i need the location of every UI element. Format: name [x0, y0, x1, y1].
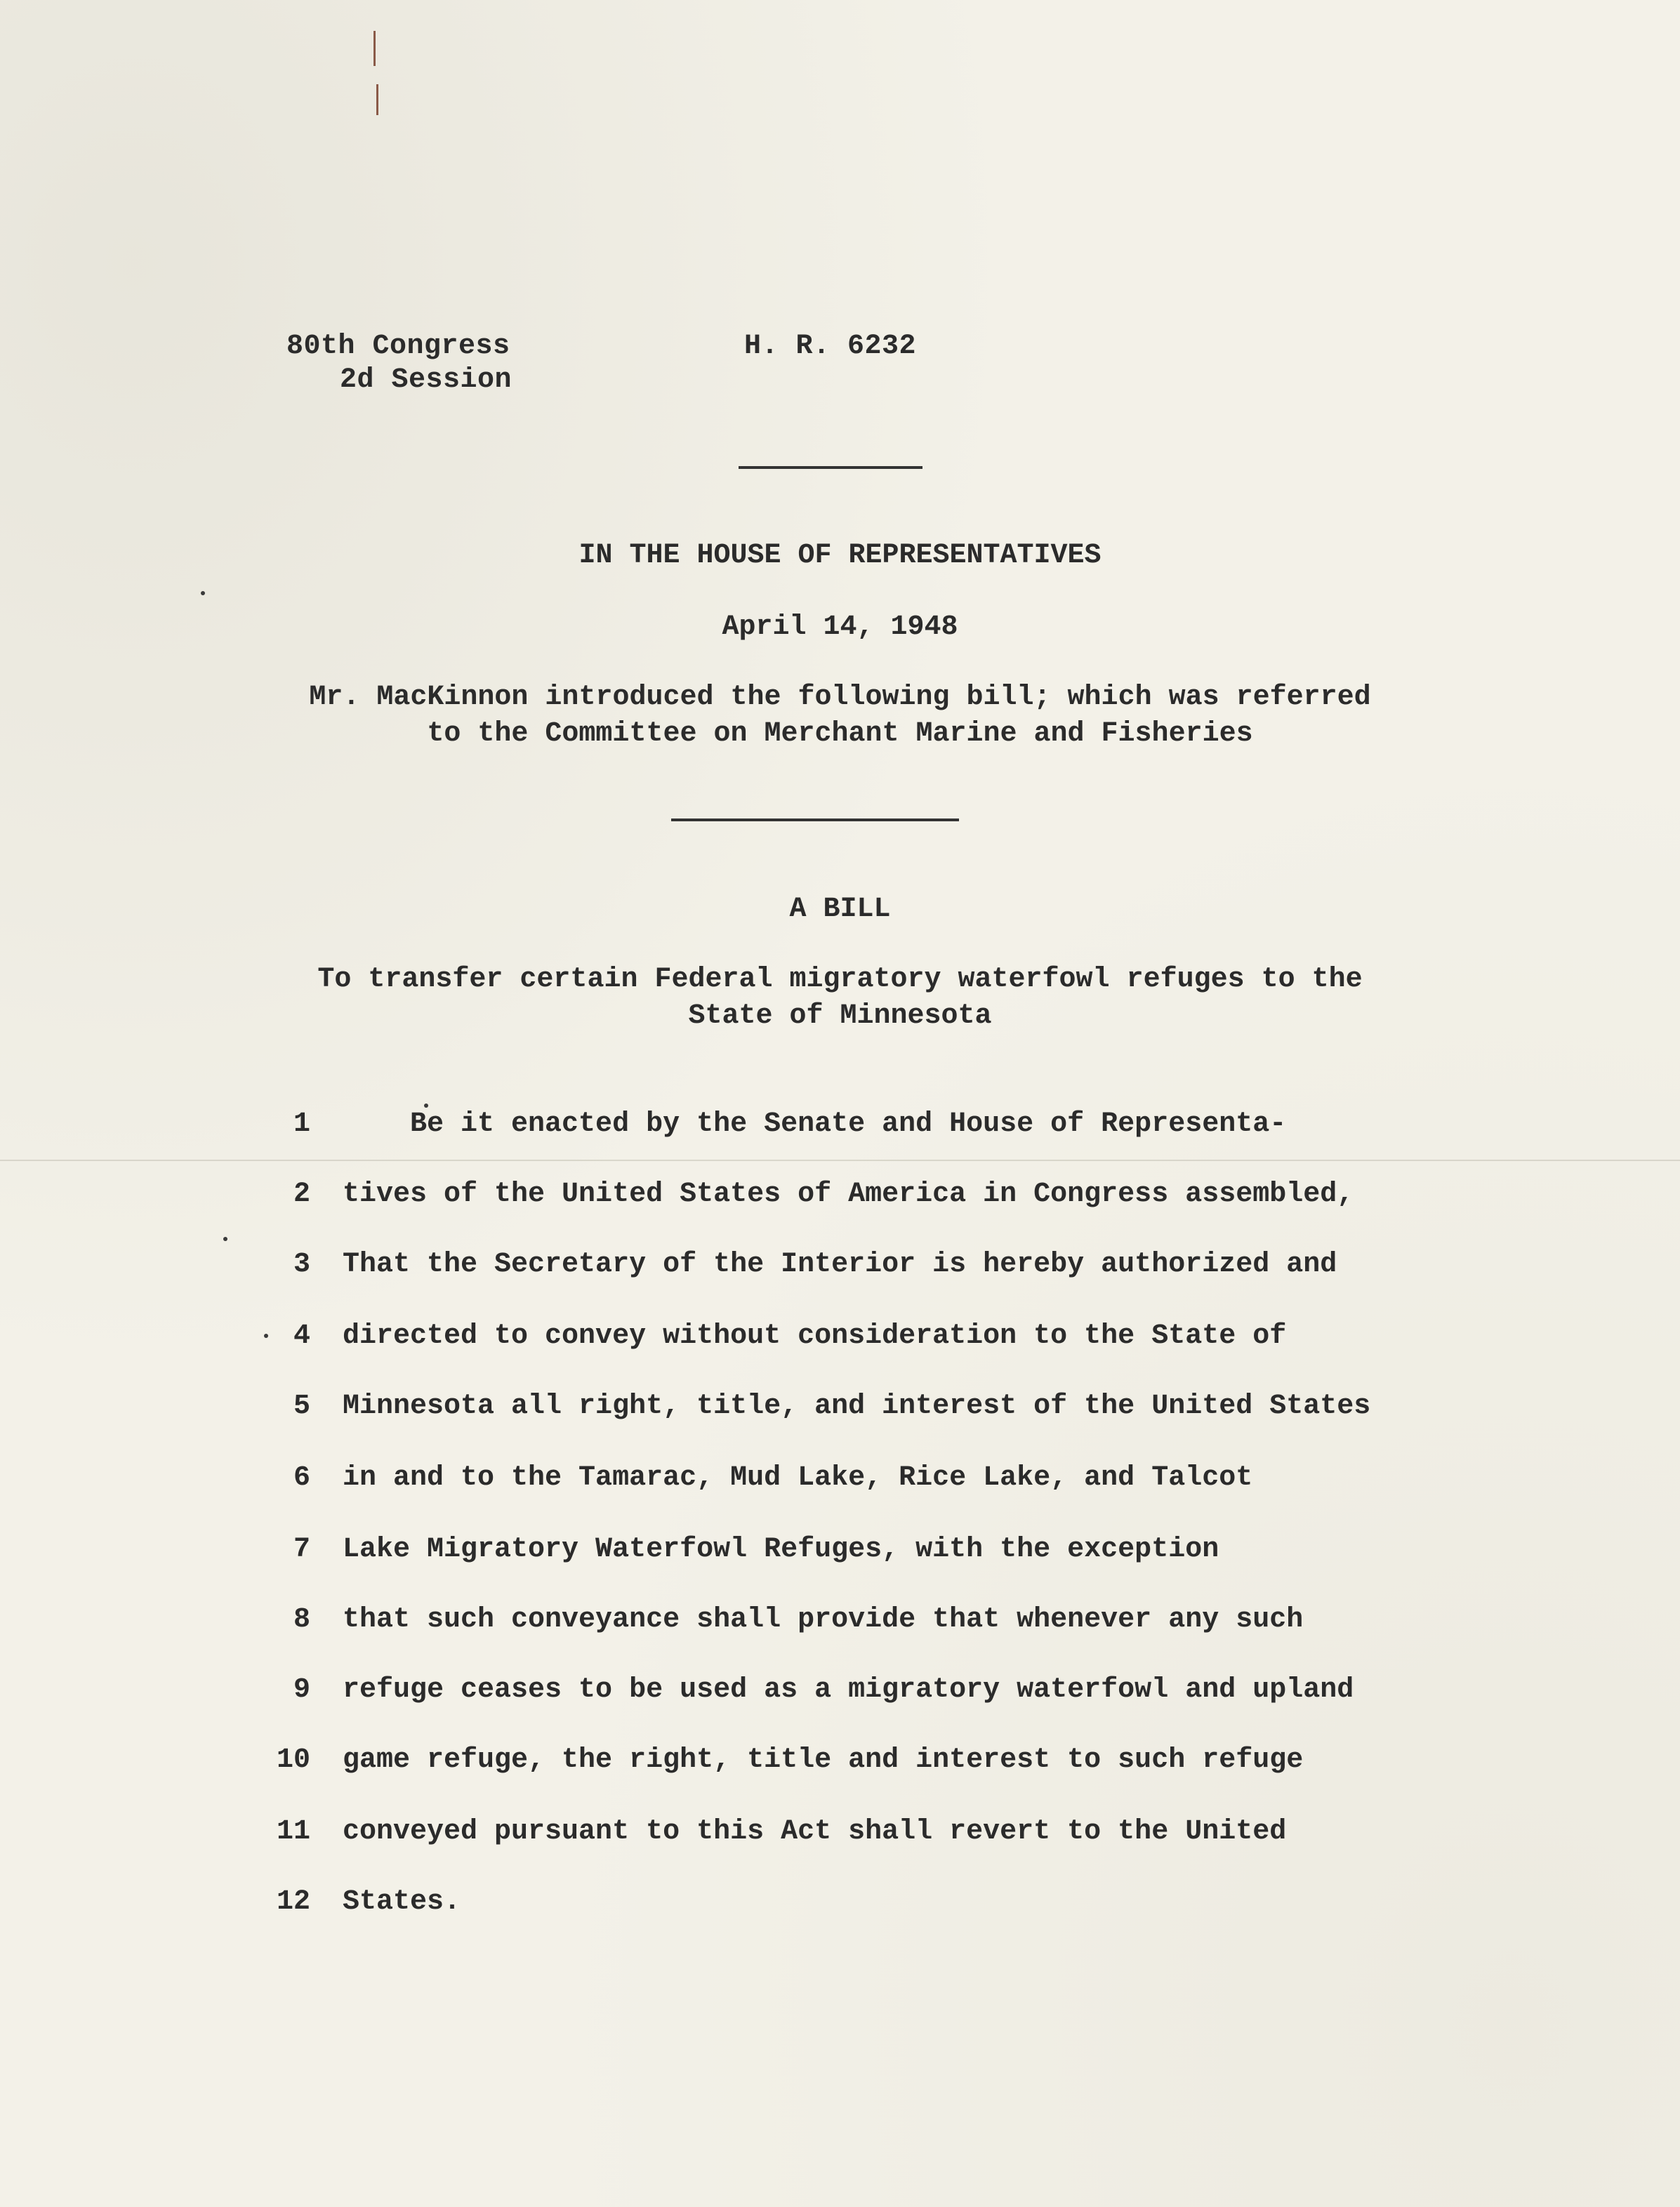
bill-text-line: refuge ceases to be used as a migratory waterfowl and upland — [343, 1674, 1354, 1706]
line-number: 6 — [293, 1462, 310, 1494]
bill-text-line: That the Secretary of the Interior is hereby authorized and — [343, 1249, 1337, 1280]
line-number: 8 — [293, 1604, 310, 1636]
introduction-line-1: Mr. MacKinnon introduced the following bill; which was referred — [309, 682, 1371, 713]
line-number: 12 — [276, 1886, 310, 1918]
line-number: 2 — [293, 1179, 310, 1210]
bill-date: April 14, 1948 — [722, 611, 958, 643]
bill-heading: A BILL — [789, 894, 891, 925]
pencil-mark — [376, 84, 378, 115]
introduction-line-2: to the Committee on Merchant Marine and Fisheries — [427, 718, 1253, 750]
bill-text-line: Minnesota all right, title, and interest of the United States — [343, 1391, 1371, 1422]
bill-text-line: in and to the Tamarac, Mud Lake, Rice Lake, and Talcot — [343, 1462, 1253, 1494]
line-number: 1 — [293, 1108, 310, 1140]
line-number: 7 — [293, 1534, 310, 1565]
line-number: 11 — [276, 1816, 310, 1848]
bill-text-line: directed to convey without consideration to the State of — [343, 1320, 1287, 1352]
bill-text-line: Lake Migratory Waterfowl Refuges, with the exception — [343, 1534, 1219, 1565]
congress-label: 80th Congress — [286, 331, 510, 362]
bill-text-line: game refuge, the right, title and interest to such refuge — [343, 1744, 1304, 1776]
purpose-line-1: To transfer certain Federal migratory waterfowl refuges to the — [317, 964, 1363, 995]
purpose-line-2: State of Minnesota — [688, 1000, 992, 1032]
bill-text-line: Be it enacted by the Senate and House of Representa- — [343, 1108, 1287, 1140]
bill-text-line: States. — [343, 1886, 461, 1918]
chamber-heading: IN THE HOUSE OF REPRESENTATIVES — [578, 540, 1102, 571]
divider-short — [739, 466, 922, 469]
line-number: 10 — [276, 1744, 310, 1776]
line-number: 4 — [293, 1320, 310, 1352]
divider-long — [671, 818, 959, 821]
line-number: 5 — [293, 1391, 310, 1422]
pencil-mark — [373, 31, 376, 66]
ink-speck — [223, 1237, 227, 1241]
session-label: 2d Session — [340, 364, 512, 396]
bill-text-line: that such conveyance shall provide that whenever any such — [343, 1604, 1304, 1636]
bill-number: H. R. 6232 — [744, 331, 917, 362]
line-number: 3 — [293, 1249, 310, 1280]
bill-text-line: conveyed pursuant to this Act shall revert to the United — [343, 1816, 1287, 1848]
ink-speck — [201, 591, 205, 595]
line-number: 9 — [293, 1674, 310, 1706]
paper-fold — [0, 1160, 1680, 1161]
bill-text-line: tives of the United States of America in Congress assembled, — [343, 1179, 1354, 1210]
